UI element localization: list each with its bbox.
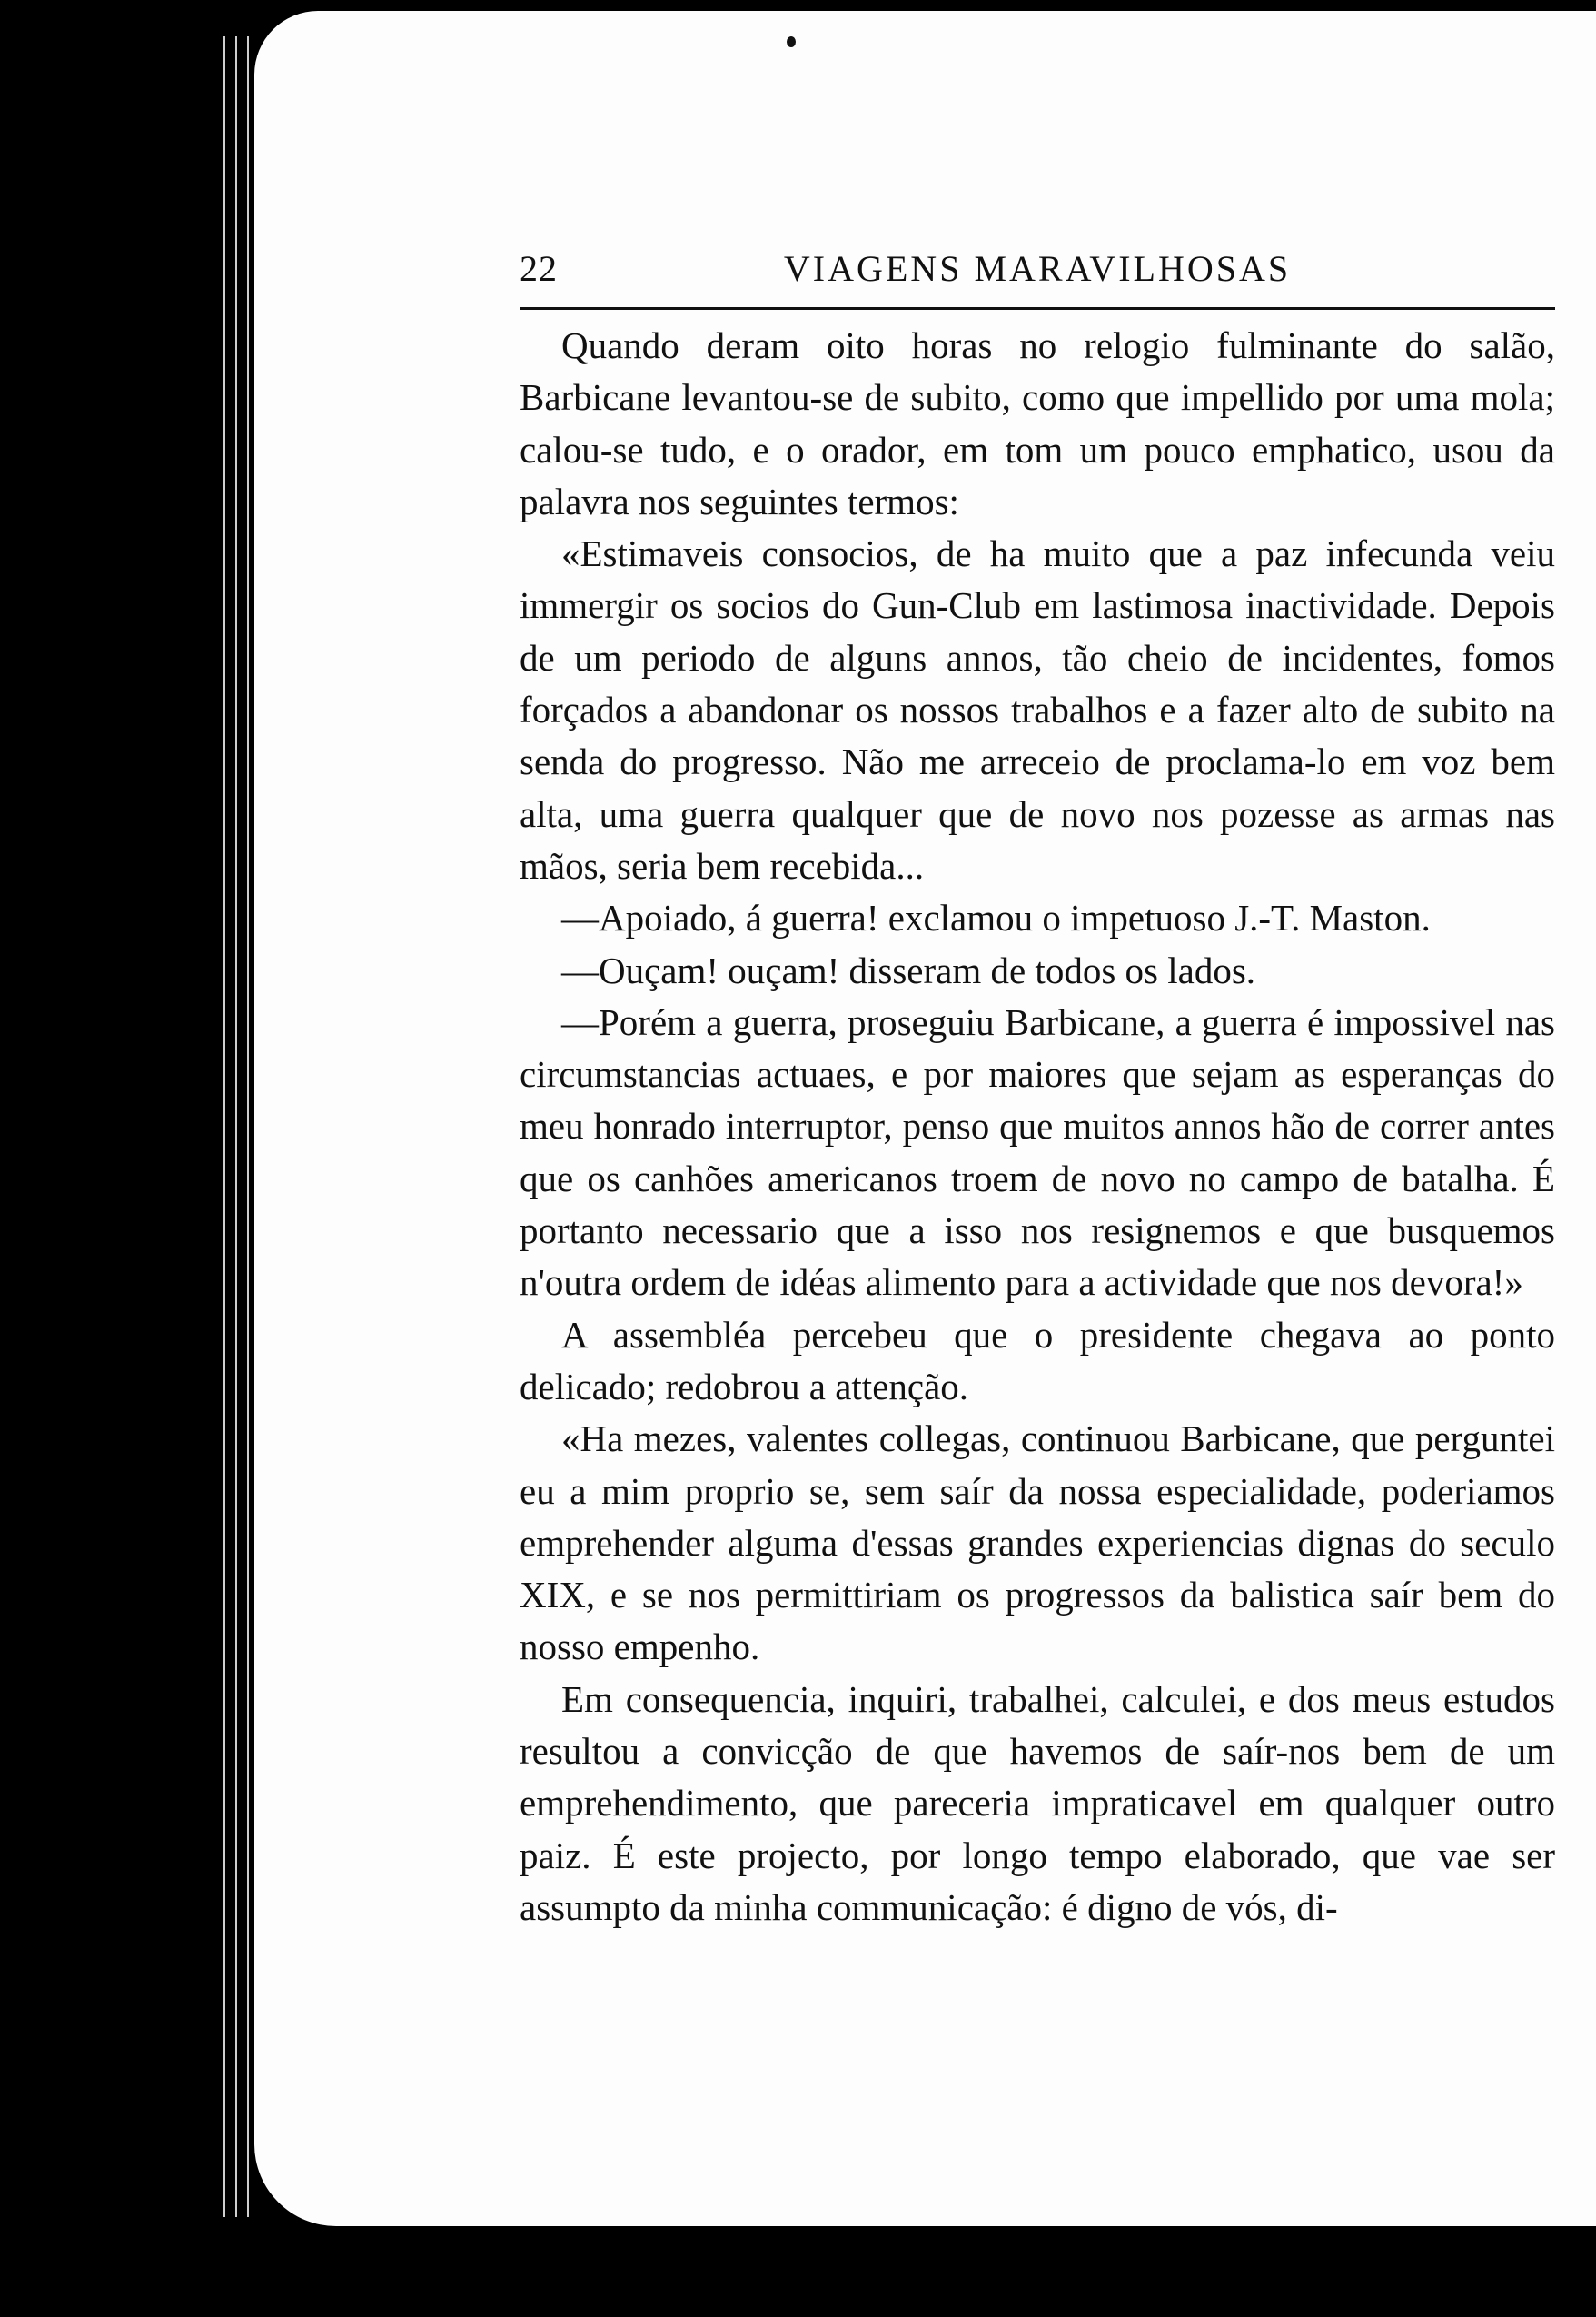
paragraph: Em consequencia, inquiri, trabalhei, calculei, e dos meus estudos resultou a convicção de que havemos de saír-nos bem de um emprehendimento, que pareceria impraticavel em qualquer outro paiz. É este projecto, por longo tempo elaborado, que vae ser assumpto da minha communicação: é digno de vós, di- bbox=[520, 1677, 1555, 1928]
book-spine bbox=[218, 36, 254, 2217]
paragraph: A assembléa percebeu que o presidente chegava ao ponto delicado; redobrou a attenção. bbox=[520, 1313, 1555, 1407]
paragraph: «Ha mezes, valentes collegas, continuou Barbicane, que perguntei eu a mim proprio se, sem saír da nossa especialidade, poderiamos emprehender alguma d'essas grandes experiencias dignas do seculo XIX, e se nos permittiriam os progressos da balistica saír bem do nosso empenho. bbox=[520, 1417, 1555, 1668]
header-rule bbox=[520, 307, 1555, 310]
body-text bbox=[520, 320, 1555, 1934]
paragraph: —Apoiado, á guerra! exclamou o impetuoso J.-T. Maston. bbox=[561, 897, 1431, 940]
paragraph: —Ouçam! ouçam! disseram de todos os lados. bbox=[561, 949, 1256, 991]
print-speck bbox=[787, 36, 796, 47]
page-number: 22 bbox=[520, 248, 558, 289]
paragraph: Quando deram oito horas no relogio fulminante do salão, Barbicane levantou-se de subito, como que impellido por uma mola; calou-se tudo, e o orador, em tom um pouco emphatico, usou da palavra nos seguintes termos: bbox=[520, 324, 1555, 522]
paragraph: —Porém a guerra, proseguiu Barbicane, a guerra é impossivel nas circumstancias actuaes, e por maiores que sejam as esperanças do meu honrado interruptor, penso que muitos annos hão de correr antes que os canhões americanos troem de novo no campo de batalha. É portanto necessario que a isso nos resignemos e que busquemos n'outra ordem de idéas alimento para a actividade que nos devora!» bbox=[520, 1000, 1555, 1304]
running-title: VIAGENS MARAVILHOSAS bbox=[783, 248, 1292, 289]
running-head bbox=[520, 247, 1555, 293]
paragraph: «Estimaveis consocios, de ha muito que a paz infecunda veiu immergir os socios do Gun-Club em lastimosa inactividade. Depois de um periodo de alguns annos, tão cheio de incidentes, fomos forçados a abandonar os nossos trabalhos e a fazer alto de subito na senda do progresso. Não me arreceio de proclama-lo em voz bem alta, uma guerra qualquer que de novo nos pozesse as armas nas mãos, seria bem recebida... bbox=[520, 532, 1555, 887]
